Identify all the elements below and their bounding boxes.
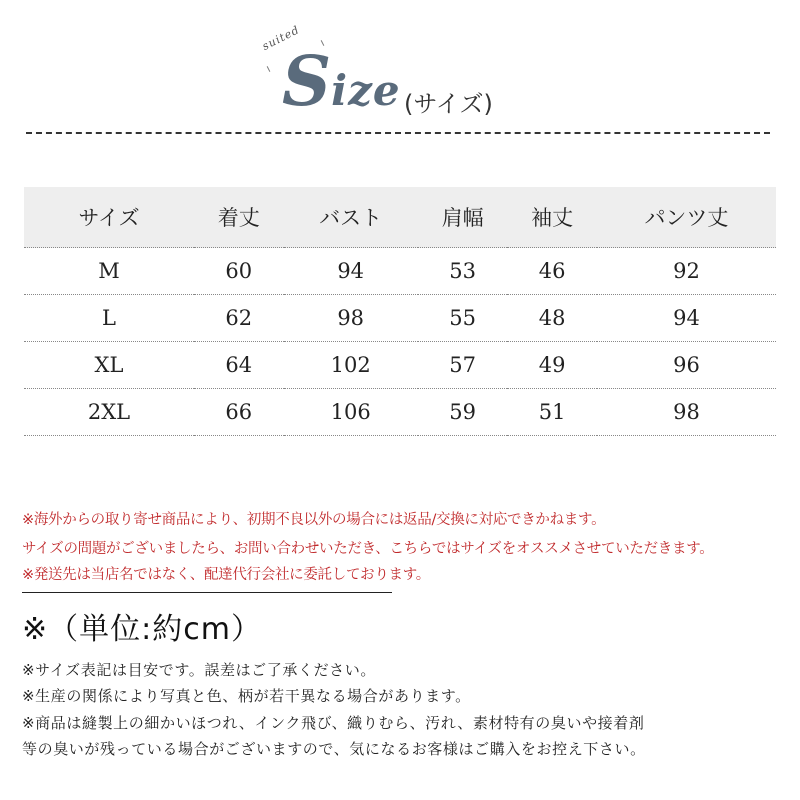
col-header-sleeve: 袖丈 (507, 187, 597, 248)
table-cell: 57 (418, 342, 508, 389)
table-cell: M (24, 248, 194, 295)
table-cell: 2XL (24, 389, 194, 436)
table-cell: 64 (194, 342, 284, 389)
section-divider (22, 592, 392, 593)
table-cell: 94 (597, 295, 776, 342)
size-title-kana: (サイズ) (404, 90, 493, 118)
table-cell: 92 (597, 248, 776, 295)
table-cell: 98 (597, 389, 776, 436)
table-cell: 98 (284, 295, 418, 342)
size-title-initial: S (282, 42, 332, 122)
table-cell: 66 (194, 389, 284, 436)
table-cell: 60 (194, 248, 284, 295)
size-title (282, 42, 401, 122)
size-header (0, 0, 800, 140)
warning-note: ※海外からの取り寄せ商品により、初期不良以外の場合には返品/交換に対応できかねます。 (22, 512, 606, 528)
col-header-shoulder: 肩幅 (418, 187, 508, 248)
col-header-bust: バスト (284, 187, 418, 248)
table-cell: 46 (507, 248, 597, 295)
table-cell: 96 (597, 342, 776, 389)
table-cell: 53 (418, 248, 508, 295)
col-header-size: サイズ (24, 187, 194, 248)
info-note: 等の臭いが残っている場合がございますので、気になるお客様はご購入をお控え下さい。 (22, 740, 646, 758)
col-header-pants-length: パンツ丈 (597, 187, 776, 248)
table-cell: 106 (284, 389, 418, 436)
warning-note: サイズの問題がございましたら、お問い合わせいただき、こちらではサイズをオススメさせていただきます。 (22, 541, 714, 557)
col-header-length: 着丈 (194, 187, 284, 248)
table-header-row (24, 187, 776, 248)
table-cell: 59 (418, 389, 508, 436)
info-note: ※商品は縫製上の細かいほつれ、インク飛び、織りむら、汚れ、素材特有の臭いや接着剤 (22, 714, 645, 732)
info-note: ※サイズ表記は目安です。誤差はご了承ください。 (22, 661, 376, 679)
dashed-divider (26, 132, 770, 134)
warning-note: ※発送先は当店名ではなく、配達代行会社に委託しております。 (22, 567, 430, 583)
table-cell: 48 (507, 295, 597, 342)
table-row (24, 389, 776, 436)
table-row (24, 342, 776, 389)
unit-label: ※（単位:約cm） (22, 612, 262, 647)
size-table (24, 187, 776, 436)
table-cell: 62 (194, 295, 284, 342)
size-title-rest: ize (331, 66, 401, 115)
table-cell: L (24, 295, 194, 342)
table-cell: 51 (507, 389, 597, 436)
table-row (24, 248, 776, 295)
decorative-tick (267, 66, 271, 72)
table-row (24, 295, 776, 342)
suited-caption: suited (260, 23, 302, 53)
table-cell: 49 (507, 342, 597, 389)
table-cell: 102 (284, 342, 418, 389)
info-note: ※生産の関係により写真と色、柄が若干異なる場合があります。 (22, 687, 471, 705)
table-cell: 55 (418, 295, 508, 342)
table-cell: 94 (284, 248, 418, 295)
table-cell: XL (24, 342, 194, 389)
